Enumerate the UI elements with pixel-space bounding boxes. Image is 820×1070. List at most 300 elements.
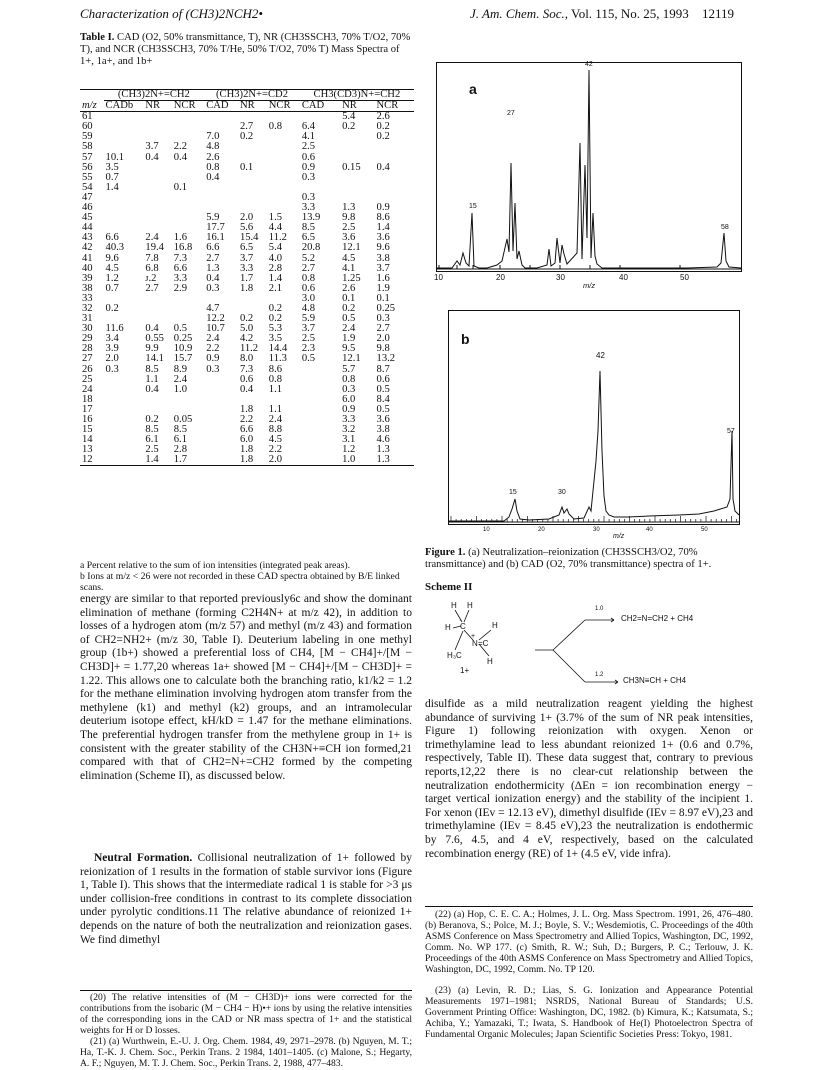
spectrum-panel-b: [448, 310, 740, 525]
table-cell: 0.2: [105, 302, 119, 314]
table-cell: 1.3: [342, 202, 356, 214]
table-cell: 0.3: [301, 171, 316, 183]
axis-tick-label: 40: [646, 527, 653, 533]
table-cell: 1.4: [376, 222, 390, 234]
table-cell: 0.4: [206, 272, 220, 284]
table-cell: 2.4: [268, 414, 283, 425]
table-cell: 0.3: [342, 383, 356, 395]
table-cell: 0.8: [342, 373, 356, 385]
table-cell: 5.9: [206, 212, 220, 224]
table-cell: [172, 193, 204, 203]
table-cell: 1.8: [238, 455, 267, 466]
scheme-ii-diagram: [425, 598, 755, 690]
svg-text:H: H: [467, 601, 473, 610]
section-heading-neutral-formation: Neutral Formation.: [94, 852, 193, 864]
table-cell: 61: [82, 111, 93, 123]
table-cell: 11.6: [105, 323, 124, 335]
table-cell: 2.7: [206, 252, 220, 264]
table-cell: [300, 455, 340, 466]
table-cell: [104, 213, 144, 223]
table-cell: 1.7: [239, 272, 254, 284]
scheme-title: Scheme II: [425, 581, 473, 593]
table-cell: 15.7: [173, 353, 193, 365]
table-cell: 8.5: [173, 424, 187, 436]
table-cell: 17: [82, 403, 93, 415]
table-cell: 1.7: [172, 455, 204, 466]
table-cell: 6.6: [105, 232, 119, 244]
table-cell: 2.4: [206, 333, 220, 345]
footnote-23: (23) (a) Levin, R. D.; Lias, S. G. Ionization and Appearance Potential Measurements 1971–1981; NSRDS, National Bureau of Standards; U.S. Government Printing Office: Washington, DC, 1982. (b) Kimura, K.; Katsumata, S.; Achiba, Y.; Yamazaki, T.; Iwata, S. Handbook of He(I) Photoelectron Spectra of Fundamental Organic Molecules; Japan Scientific Societies Press: Tokyo, 1981.: [425, 985, 753, 1040]
table-row: [80, 294, 414, 304]
table-cell: 0.8: [268, 373, 283, 385]
page-number: 12119: [701, 6, 734, 21]
figure-caption-label: Figure 1.: [425, 547, 466, 558]
scheme-branch-ratio: 1.0: [595, 606, 604, 612]
table-cell: 12.1: [342, 242, 361, 254]
table-cell: [143, 112, 171, 123]
table-cell: 1.4: [143, 455, 171, 466]
table-cell: [340, 142, 374, 152]
table-cell: 4.1: [342, 262, 356, 274]
table-cell: 9.5: [342, 343, 356, 355]
table-cell: [143, 203, 171, 213]
table-cell: [172, 122, 204, 132]
table-cell: 6.1: [145, 434, 159, 446]
table-cell: [204, 435, 238, 445]
table-cell: 11.2: [268, 232, 287, 244]
table-cell: 40.3: [105, 242, 125, 254]
table-cell: [104, 435, 144, 445]
table-cell: 7.3: [239, 363, 254, 375]
table-cell: 5.4: [268, 242, 283, 254]
table-cell: 20.8: [301, 242, 321, 254]
table-cell: [375, 173, 414, 183]
table-cell: 0.3: [105, 363, 119, 375]
table-cell: 8.8: [268, 424, 283, 436]
table-cell: [143, 173, 171, 183]
svg-text:H₃C: H₃C: [447, 651, 462, 660]
table-cell: 0.5: [376, 383, 390, 395]
table-cell: 1.2: [342, 444, 356, 456]
table-cell: [104, 112, 144, 123]
table-cell: 0.4: [376, 161, 390, 173]
table-cell: 0.1: [239, 161, 254, 173]
table-cell: 2.0: [376, 333, 390, 345]
table-cell: 0.3: [206, 363, 220, 375]
table-cell: 59: [82, 131, 93, 143]
table-cell: 0.3: [376, 313, 390, 325]
table-cell: 3.8: [376, 252, 390, 264]
table-group-header: CH3(CD3)N+=CH2: [300, 90, 414, 101]
table-cell: 12: [80, 455, 104, 466]
table-cell: 11.2: [239, 343, 259, 355]
table-cell: 5.9: [301, 313, 316, 325]
table-cell: 0.9: [206, 353, 220, 365]
table-cell: 31: [82, 313, 93, 325]
table-cell: 45: [82, 212, 93, 224]
table-cell: 0.4: [145, 383, 159, 395]
table-cell: [172, 163, 204, 173]
table-cell: [204, 385, 238, 395]
table-cell: 3.3: [342, 414, 356, 425]
table-cell: 4.1: [301, 131, 316, 143]
table-cell: 4.5: [268, 434, 283, 446]
figure-caption: [425, 547, 753, 572]
table-cell: 2.4: [145, 232, 159, 244]
table-cell: 7.0: [206, 131, 220, 143]
table-cell: 3.7: [301, 323, 316, 335]
table-cell: 8.6: [376, 212, 390, 224]
table-col-header: CAD: [300, 101, 340, 112]
table-cell: 5.3: [268, 323, 283, 335]
table-cell: [204, 455, 238, 466]
table-cell: 0.5: [173, 323, 187, 335]
table-cell: 28: [82, 343, 93, 355]
table-cell: 6.0: [239, 434, 254, 446]
table-cell: [267, 142, 300, 152]
panel-b-label: b: [461, 331, 470, 347]
body-paragraph-3: disulfide as a mild neutralization reagent yielding the highest abundance of surviving 1+ (3.7% of the sum of NR peak intensities, Figure 1) following reionization with oxygen. Xenon or trimethylamine lead to less abundant reionized 1+ (0.6 and 0.7%, respectively, Table II). These data suggest that, contrary to previous reports,12,22 there is no clear-cut relationship between the neutralization endothermicity (ΔEn = ion recombination energy − target vertical ionization energy) and the stability of the incipient 1. For xenon (IEv = 12.13 eV), dimethyl disulfide (IEv = 8.97 eV),23 and trimethylamine (IEv = 8.45 eV),23 the neutralization is endothermic by 7.6, 4.5, and 4 eV, respectively, based on the calculated recombination energy (RE) of 1+ (4.5 eV, vide infra).: [425, 698, 753, 860]
peak-label: 58: [721, 224, 729, 231]
table-cell: [172, 203, 204, 213]
table-cell: 0.6: [376, 373, 390, 385]
table-cell: 56: [82, 161, 93, 173]
table-cell: 0.2: [145, 414, 159, 425]
table-cell: 5.0: [239, 323, 254, 335]
table-cell: 8.7: [376, 363, 390, 375]
table-cell: 1.1: [145, 373, 159, 385]
table-cell: 43: [82, 232, 93, 244]
table-cell: [238, 294, 267, 304]
table-cell: 1.8: [239, 282, 254, 294]
axis-tick-label: 50: [701, 527, 708, 533]
table-cell: [300, 385, 340, 395]
table-cell: 8.6: [268, 363, 283, 375]
peak-label: 15: [469, 203, 477, 210]
table-cell: [300, 365, 340, 375]
table-cell: 2.9: [173, 282, 187, 294]
table-cell: 6.4: [301, 121, 316, 133]
table-cell: 19.4: [145, 242, 164, 254]
svg-text:N: N: [472, 639, 478, 648]
table-cell: 2.5: [301, 141, 316, 153]
table-cell: [267, 132, 300, 142]
table-cell: 0.5: [301, 353, 316, 365]
table-cell: [104, 405, 144, 415]
table-cell: [204, 425, 238, 435]
table-cell: 38: [82, 282, 93, 294]
table-cell: 0.2: [376, 131, 390, 143]
table-cell: 25: [82, 373, 93, 385]
table-cell: 3.1: [342, 434, 356, 446]
journal-header: [470, 6, 734, 22]
scheme-branch-ratio: 1.2: [595, 672, 604, 678]
table-cell: 1.8: [239, 403, 254, 415]
table-cell: 6.6: [173, 262, 187, 274]
table-cell: [172, 304, 204, 314]
table-row: [80, 193, 414, 203]
table-cell: 3.5: [105, 161, 119, 173]
table-cell: 0.55: [145, 333, 164, 345]
table-cell: 1.4: [268, 272, 283, 284]
table-row: [80, 142, 414, 152]
table-cell: 14.4: [268, 343, 288, 355]
peak-label: 27: [507, 110, 515, 117]
table-cell: 14.1: [145, 353, 164, 365]
table-cell: 0.05: [173, 414, 193, 425]
axis-tick-label: 50: [680, 273, 689, 282]
running-title: Characterization of (CH3)2NCH2•: [80, 6, 263, 21]
table-cell: 3.3: [301, 202, 316, 214]
table-cell: 57: [82, 151, 93, 163]
svg-text:H: H: [451, 601, 457, 610]
svg-text:=C: =C: [478, 639, 489, 648]
table-cell: ᴊ.2: [145, 272, 157, 284]
table-cell: 3.6: [376, 414, 390, 425]
peak-label: 15: [509, 489, 517, 496]
table-col-header: NR: [340, 101, 374, 112]
table-cell: 47: [82, 191, 93, 203]
table-cell: 58: [82, 141, 93, 153]
table-caption-text: CAD (O2, 50% transmittance, T), NR (CH3SSCH3, 70% T/O2, 70% T), and NCR (CH3SSCH3, 70% T/He, 50% T/O2, 70% T) Mass Spectra of 1+, 1a+, and 1b+: [80, 32, 411, 68]
spectrum-panel-a: [436, 62, 742, 272]
table-cell: 16.8: [173, 242, 193, 254]
table-cell: 12.2: [206, 313, 225, 325]
table-cell: 1.3: [376, 444, 390, 456]
table-cell: [300, 435, 340, 445]
table-cell: 0.3: [206, 282, 220, 294]
table-cell: 4.2: [239, 333, 254, 345]
svg-text:C: C: [460, 622, 466, 631]
axis-label-mz: m/z: [613, 533, 625, 540]
table-cell: 30: [82, 323, 93, 335]
table-cell: 9.8: [376, 343, 390, 355]
table-cell: 3.7: [145, 141, 159, 153]
table-cell: 8.5: [145, 424, 159, 436]
table-col-header: m/z: [80, 101, 104, 112]
table-cell: 2.7: [301, 262, 316, 274]
table-sub-header-row: [80, 101, 414, 112]
table-cell: 3.6: [342, 232, 356, 244]
table-cell: 18: [82, 393, 93, 405]
table-col-header: CAD: [204, 101, 238, 112]
table-cell: 14: [82, 434, 93, 446]
table-cell: 1.6: [376, 272, 390, 284]
svg-text:H: H: [487, 657, 493, 666]
table-cell: 0.2: [239, 313, 254, 325]
table-cell: [340, 132, 374, 142]
table-cell: [104, 122, 144, 132]
table-cell: 4.5: [105, 262, 119, 274]
svg-text:H: H: [445, 623, 451, 632]
table-col-header: NCR: [172, 101, 204, 112]
table-cell: [143, 304, 171, 314]
table-cell: [204, 112, 238, 123]
table-caption: [80, 32, 412, 69]
table-cell: 1.0: [173, 383, 187, 395]
table-cell: [300, 445, 340, 455]
table-cell: 2.2: [239, 414, 254, 425]
table-cell: 0.8: [301, 272, 316, 284]
axis-tick-label: 30: [556, 273, 565, 282]
table-cell: 0.6: [301, 151, 316, 163]
table-cell: [300, 415, 340, 425]
table-cell: 3.2: [342, 424, 356, 436]
table-footnotes: [80, 560, 412, 593]
table-cell: 1.3: [206, 262, 220, 274]
table-footnote-a: a Percent relative to the sum of ion intensities (integrated peak areas).: [80, 560, 351, 571]
table-caption-label: Table I.: [80, 32, 115, 43]
table-cell: 1.25: [342, 272, 361, 284]
table-cell: 2.7: [145, 282, 159, 294]
table-cell: 6.1: [173, 434, 187, 446]
table-cell: [104, 415, 144, 425]
table-cell: 5.2: [301, 252, 316, 264]
table-cell: 2.4: [173, 373, 187, 385]
table-cell: [143, 294, 171, 304]
table-cell: 54: [82, 181, 93, 193]
table-cell: 1.0: [340, 455, 374, 466]
table-cell: [172, 294, 204, 304]
table-cell: 1.9: [342, 333, 356, 345]
peak-label: 57: [727, 428, 735, 435]
table-cell: 0.2: [342, 121, 356, 133]
scheme-product-lower: CH3N≡CH + CH4: [623, 676, 687, 685]
table-row: [80, 163, 414, 173]
table-cell: 16: [82, 414, 93, 425]
table-cell: 16.1: [206, 232, 225, 244]
table-cell: 2.2: [173, 141, 187, 153]
table-row: [80, 284, 414, 294]
table-cell: 17.7: [206, 222, 225, 234]
spectrum-b-trace: [449, 311, 739, 524]
table-cell: 0.3: [301, 191, 316, 203]
peak-label: 42: [596, 351, 605, 360]
table-cell: 0.7: [105, 171, 119, 183]
journal-name: J. Am. Chem. Soc.,: [470, 6, 568, 21]
scheme-structure: [425, 598, 755, 690]
table-row: [80, 132, 414, 142]
table-cell: 8.5: [145, 363, 159, 375]
table-cell: 0.25: [376, 302, 396, 314]
table-cell: 2.0: [239, 212, 254, 224]
table-cell: 4.0: [268, 252, 283, 264]
body-paragraph-1: energy are similar to that reported previously6c and show the dominant elimination of methane (forming C2H4N+ at m/z 42), in addition to losses of a hydrogen atom (m/z 57) and methyl (m/z 43) and formation of CH2=NH2+ (m/z 30, Table I). Deuterium labeling in one methyl group (1b+) showed a preferential loss of CH4, [M − CH4]+/[M − CH3D]+ = 1.77,20 whereas 1a+ showed [M − CH4]+/[M − CH3D]+ = 1.22. This allows one to calculate both the branching ratio, k1/k2 = 1.2 for the methane elimination involving hydrogen atom transfer from the methylene (k1) and methyl (k2) groups, and an intramolecular deuterium isotope effect, kH/kD = 1.47 for the methane eliminations. The preferential hydrogen transfer from the methylene group in 1+ is consistent with the greater stability of the CH3N+≡CH ion formed,21 compared with that of CH2=N+=CH2 formed by the competing elimination (Scheme II), as discussed below.: [80, 593, 412, 782]
table-cell: 0.1: [376, 292, 390, 304]
table-cell: 2.6: [342, 282, 356, 294]
table-cell: 1.5: [268, 212, 283, 224]
table-cell: 32: [82, 302, 93, 314]
table-cell: 2.1: [268, 282, 283, 294]
axis-tick-label: 20: [538, 527, 545, 533]
spectrum-a-trace: [437, 63, 741, 271]
table-cell: 1.9: [376, 282, 390, 294]
table-cell: 2.2: [268, 444, 283, 456]
table-cell: 3.7: [376, 262, 390, 274]
table-cell: 3.3: [239, 262, 254, 274]
table-cell: 6.8: [145, 262, 159, 274]
table-cell: 0.7: [105, 282, 119, 294]
table-cell: [143, 193, 171, 203]
table-cell: 2.5: [145, 444, 159, 456]
figure-caption-text: (a) Neutralization–reionization (CH3SSCH3/O2, 70% transmittance) and (b) CAD (O2, 70% transmittance) spectra of 1+.: [425, 547, 712, 571]
table-cell: 0.1: [173, 181, 187, 193]
table-cell: 7.3: [173, 252, 187, 264]
table-cell: [104, 455, 144, 466]
table-cell: 5.4: [342, 111, 356, 123]
peak-label: 42: [585, 61, 593, 68]
table-cell: 6.6: [206, 242, 220, 254]
table-cell: [104, 425, 144, 435]
table-cell: 2.5: [342, 222, 356, 234]
table-cell: 33: [82, 292, 93, 304]
table-cell: 0.2: [268, 313, 283, 325]
table-cell: 3.7: [239, 252, 254, 264]
table-col-header: NR: [238, 101, 267, 112]
table-cell: [300, 425, 340, 435]
table-cell: 2.8: [173, 444, 187, 456]
table-row: [80, 385, 414, 395]
table-cell: 4.5: [342, 252, 356, 264]
footnote-21: (21) (a) Wurthwein, E.-U. J. Org. Chem. 1984, 49, 2971–2978. (b) Nguyen, M. T.; Ha, T.-K. J. Chem. Soc., Perkin Trans. 2 1984, 1401–1405. (c) Malone, S.; Hegarty, A. F.; Nguyen, M. T. J. Chem. Soc., Perkin Trans. 2, 1988, 477–483.: [80, 1036, 412, 1069]
table-cell: 7.8: [145, 252, 159, 264]
table-cell: 9.6: [105, 252, 119, 264]
table-cell: [143, 163, 171, 173]
table-cell: 24: [82, 383, 93, 395]
table-cell: 0.1: [342, 292, 356, 304]
table-cell: 4.8: [206, 141, 220, 153]
table-cell: [172, 395, 204, 405]
table-cell: 4.8: [301, 302, 316, 314]
table-cell: 3.3: [173, 272, 187, 284]
table-cell: 1.1: [268, 403, 283, 415]
table-cell: [340, 183, 374, 193]
table-cell: 10.1: [105, 151, 125, 163]
table-cell: [238, 183, 267, 193]
table-cell: 0.6: [239, 373, 254, 385]
table-cell: [300, 395, 340, 405]
axis-tick-label: 10: [483, 527, 490, 533]
table-cell: [172, 213, 204, 223]
table-cell: [267, 183, 300, 193]
table-cell: 0.2: [239, 131, 254, 143]
footnote-22: (22) (a) Hop, C. E. C. A.; Holmes, J. L. Org. Mass Spectrom. 1991, 26, 476–480. (b) Beranova, S.; Polce, M. J.; Boyle, S. V.; Wesdemiotis, C. Proceedings of the 40th ASMS Conference on Mass Spectrometry and Allied Topics, Washington, DC, 1992, Comm. No. WP 177. (c) Smith, R. W.; Suh, D.; Burgers, P. C.; Terlouw, J. K. Proceedings of the 40th ASMS Conference on Mass Spectrometry and Allied Topics, Washington, DC, 1992, Comm. No. TP 120.: [425, 909, 753, 975]
svg-text:·: ·: [459, 617, 462, 624]
table-cell: [104, 445, 144, 455]
table-cell: 1.2: [105, 272, 119, 284]
table-cell: 0.15: [342, 161, 361, 173]
table-cell: [104, 385, 144, 395]
table-cell: 4.6: [376, 434, 390, 446]
table-cell: 4.7: [206, 302, 220, 314]
table-cell: [375, 183, 414, 193]
table-cell: 40: [82, 262, 93, 274]
body-paragraph-2-text: Collisional neutralization of 1+ followed by reionization of 1 results in the formation of stable survivor ions (Figure 1, Table I). This shows that the intermediate radical 1 is stable for >3 μs under collision-free conditions in contrast to its complete dissociation under pyrolytic conditions.11 The relative abundance of reionized 1+ depends on the nature of both the neutralization and reionization gases. We find dimethyl: [80, 852, 412, 946]
panel-a-label: a: [469, 81, 477, 97]
table-cell: 8.5: [301, 222, 316, 234]
table-cell: [375, 142, 414, 152]
table-cell: 0.2: [342, 302, 356, 314]
table-cell: 27: [82, 353, 93, 365]
table-cell: 0.6: [301, 282, 316, 294]
table-cell: 9.9: [145, 343, 159, 355]
table-cell: 42: [82, 242, 93, 254]
table-cell: 29: [82, 333, 93, 345]
table-cell: [300, 405, 340, 415]
table-cell: 2.6: [376, 111, 390, 123]
table-cell: [143, 183, 171, 193]
table-cell: [104, 375, 144, 385]
